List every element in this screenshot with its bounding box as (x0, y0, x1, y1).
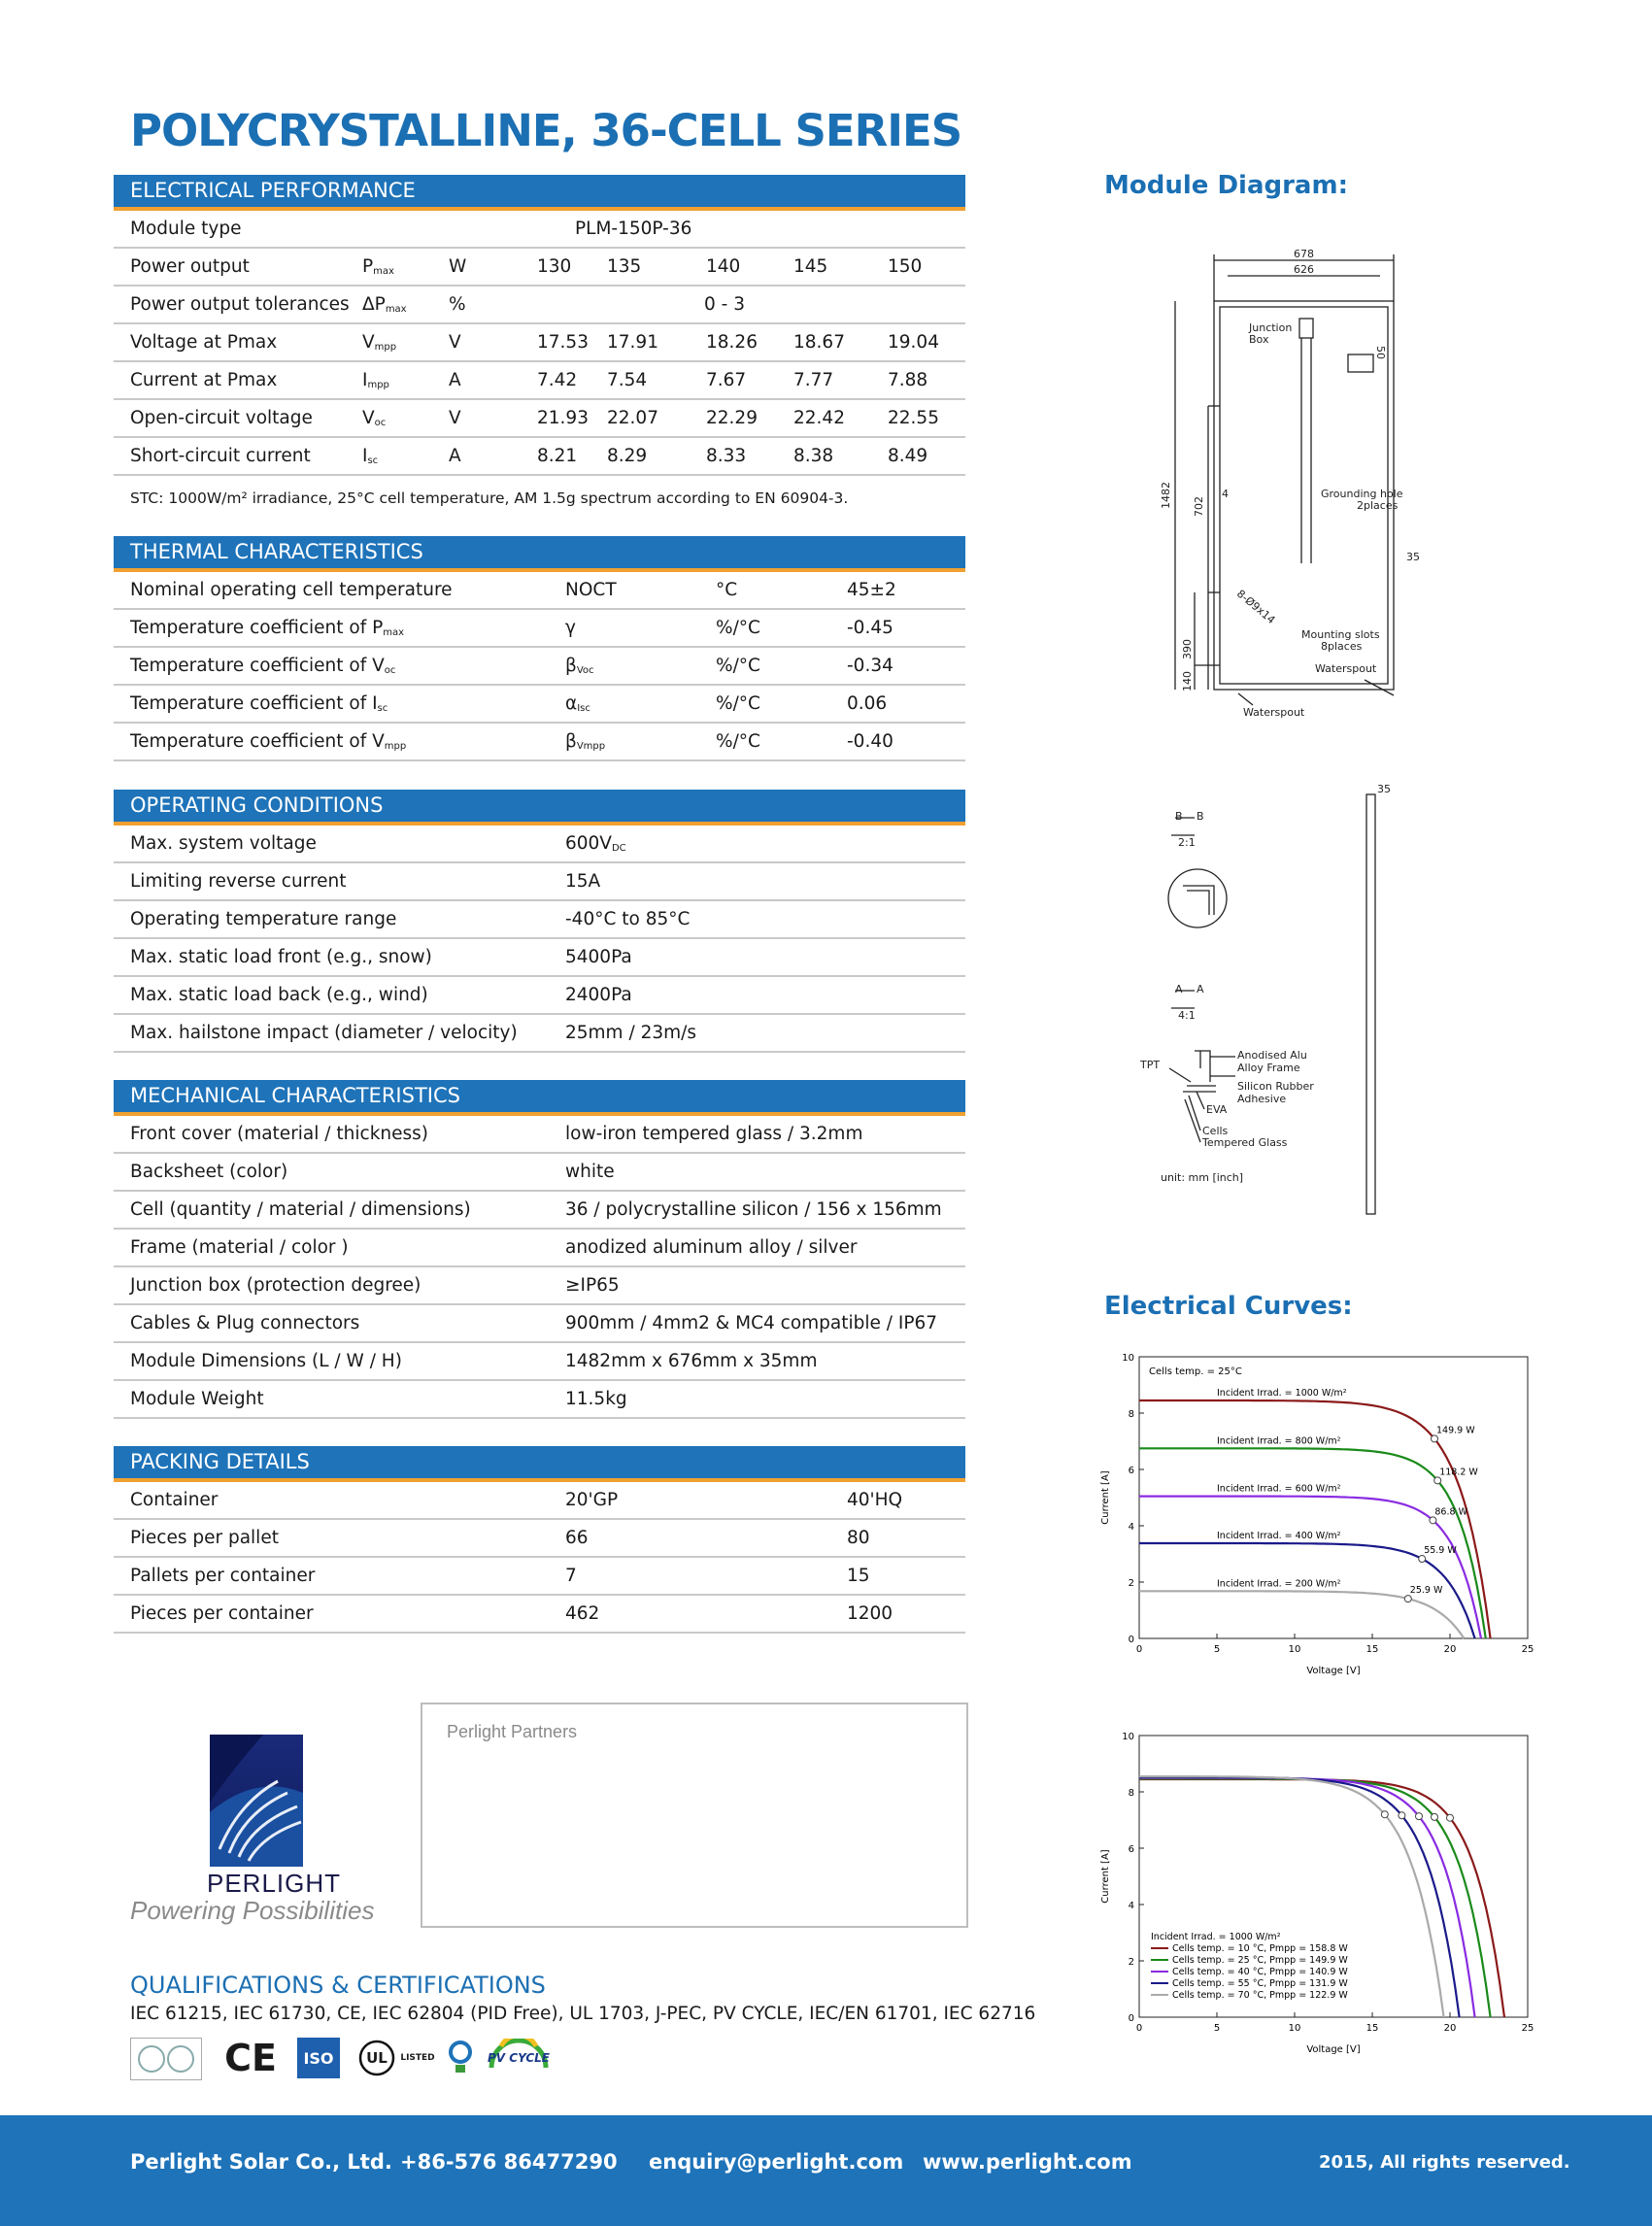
footer-rights: 2015, All rights reserved. (1319, 2152, 1570, 2173)
row-value: -40°C to 85°C (565, 909, 691, 929)
table-row (114, 287, 965, 324)
row-value: 5400Pa (565, 947, 632, 967)
table-row (114, 572, 965, 610)
section-b-scale: 2:1 (1178, 836, 1196, 849)
section-heading: THERMAL CHARACTERISTICS (114, 536, 965, 572)
row-value: 19.04 (888, 332, 939, 353)
ce-mark-icon: CE (224, 2037, 277, 2079)
table-row (114, 1343, 965, 1381)
thermal-section (114, 536, 965, 761)
table-row (114, 939, 965, 977)
row-unit: %/°C (716, 618, 760, 638)
table-row (114, 324, 965, 362)
legend-entry: Cells temp. = 40 °C, Pmpp = 140.9 W (1172, 1967, 1348, 1977)
row-symbol: $P_{max}$ (362, 256, 394, 277)
row-value: -0.45 (847, 618, 893, 638)
dim-390: 390 (1181, 639, 1194, 659)
row-unit: %/°C (716, 693, 760, 714)
svg-text:Alloy Frame: Alloy Frame (1237, 1062, 1300, 1074)
frame-label: Anodised Alu (1237, 1049, 1307, 1062)
certification-seal-icon (130, 2038, 202, 2080)
page-title: POLYCRYSTALLINE, 36-CELL SERIES (130, 105, 962, 156)
module-section-diagram (1127, 777, 1418, 1224)
footer-email[interactable]: enquiry@perlight.com (649, 2150, 904, 2174)
mpp-marker (1399, 1812, 1405, 1819)
row-value: 22.07 (607, 408, 658, 428)
row-value: 18.26 (706, 332, 758, 353)
row-label: Max. system voltage (130, 833, 317, 854)
row-symbol: $\beta_{Vmpp}$ (565, 731, 606, 752)
table-row (114, 1154, 965, 1192)
row-unit: V (449, 408, 461, 428)
x-tick-label: 20 (1443, 1644, 1457, 1655)
row-value: 22.29 (706, 408, 758, 428)
row-value: -0.34 (847, 656, 893, 676)
row-label: Pieces per container (130, 1603, 314, 1624)
row-value: 8.21 (537, 446, 578, 466)
table-row (114, 610, 965, 648)
series-label: Incident Irrad. = 1000 W/m² (1217, 1387, 1347, 1399)
ul-logo-icon: UL (357, 2038, 396, 2078)
side-dim-35: 35 (1377, 783, 1391, 795)
series-label: Incident Irrad. = 400 W/m² (1217, 1530, 1341, 1541)
table-row (114, 977, 965, 1015)
row-value: 36 / polycrystalline silicon / 156 x 156mm (565, 1199, 942, 1220)
row-value: 2400Pa (565, 985, 632, 1005)
mpp-marker (1447, 1814, 1454, 1821)
row-label: Temperature coefficient of $V_{oc}$ (130, 656, 396, 676)
mpp-marker (1416, 1813, 1423, 1820)
cells-label: Cells (1202, 1125, 1229, 1137)
row-value: 17.91 (607, 332, 658, 353)
qualifications-text: IEC 61215, IEC 61730, CE, IEC 62804 (PID Free), UL 1703, J-PEC, PV CYCLE, IEC/EN 61701, IEC 62716 (130, 2004, 1036, 2024)
footer-website[interactable]: www.perlight.com (923, 2150, 1132, 2174)
row-value: 1482mm x 676mm x 35mm (565, 1351, 818, 1371)
legend-entry: Cells temp. = 10 °C, Pmpp = 158.8 W (1172, 1943, 1348, 1954)
y-tick-label: 10 (1122, 1353, 1134, 1364)
row-value: anodized aluminum alloy / silver (565, 1237, 858, 1258)
ul-listed-label: LISTED (400, 2053, 435, 2063)
row-value: 8.29 (607, 446, 648, 466)
row-value: 80 (847, 1528, 870, 1548)
row-value: 18.67 (793, 332, 845, 353)
dim-1482: 1482 (1160, 482, 1172, 509)
row-value: 462 (565, 1603, 600, 1624)
row-value: 66 (565, 1528, 589, 1548)
row-unit: % (449, 294, 466, 315)
grounding-label: Grounding hole (1321, 488, 1403, 500)
y-tick-label: 0 (1128, 1635, 1134, 1645)
row-value: 7.54 (607, 370, 648, 390)
x-tick-label: 25 (1521, 2023, 1534, 2034)
iso-logo-icon: ISO (297, 2038, 340, 2078)
row-value: -0.40 (847, 731, 893, 752)
svg-text:A: A (1197, 983, 1204, 995)
svg-text:Adhesive: Adhesive (1237, 1093, 1287, 1105)
y-tick-label: 10 (1122, 1732, 1134, 1742)
row-label: Temperature coefficient of $I_{sc}$ (130, 693, 388, 714)
row-label: Pallets per container (130, 1566, 316, 1586)
row-value: low-iron tempered glass / 3.2mm (565, 1124, 863, 1144)
row-symbol: NOCT (565, 580, 617, 600)
chart-note: Incident Irrad. = 1000 W/m² (1151, 1932, 1281, 1942)
row-value: 0.06 (847, 693, 888, 714)
table-row (114, 901, 965, 939)
dim-50: 50 (1374, 346, 1387, 359)
unit-label: unit: mm [inch] (1161, 1171, 1244, 1184)
row-symbol: $V_{mpp}$ (362, 332, 397, 353)
row-symbol: $\Delta P_{max}$ (362, 294, 407, 315)
x-tick-label: 5 (1213, 1644, 1221, 1655)
footer-company: Perlight Solar Co., Ltd. (130, 2150, 392, 2174)
section-heading: MECHANICAL CHARACTERISTICS (114, 1080, 965, 1116)
legend-entry: Cells temp. = 55 °C, Pmpp = 131.9 W (1172, 1978, 1348, 1989)
x-tick-label: 10 (1288, 2023, 1301, 2034)
row-value: 135 (607, 256, 642, 277)
x-tick-label: 20 (1443, 2023, 1457, 2034)
row-value: 900mm / 4mm2 & MC4 compatible / IP67 (565, 1313, 938, 1333)
table-row (114, 1305, 965, 1343)
row-label: Backsheet (color) (130, 1162, 288, 1182)
row-symbol: $\alpha_{Isc}$ (565, 693, 590, 714)
table-row (114, 362, 965, 400)
y-tick-label: 2 (1128, 1957, 1134, 1968)
y-tick-label: 6 (1128, 1466, 1134, 1476)
table-row (114, 438, 965, 476)
row-label: Front cover (material / thickness) (130, 1124, 429, 1144)
x-tick-label: 15 (1365, 1644, 1379, 1655)
svg-text:B: B (1197, 810, 1204, 823)
row-label: Short-circuit current (130, 446, 311, 466)
row-unit: %/°C (716, 731, 760, 752)
legend-entry: Cells temp. = 70 °C, Pmpp = 122.9 W (1172, 1990, 1348, 2001)
mpp-marker (1419, 1556, 1426, 1563)
row-label: Frame (material / color ) (130, 1237, 349, 1258)
waterspout-bottom-label: Waterspout (1243, 706, 1305, 719)
section-heading: PACKING DETAILS (114, 1446, 965, 1482)
series-label: Incident Irrad. = 800 W/m² (1217, 1435, 1341, 1447)
module-type-value: PLM-150P-36 (575, 219, 692, 239)
table-row (114, 1192, 965, 1230)
row-symbol: γ (565, 618, 576, 638)
waterspout-label: Waterspout (1315, 662, 1377, 675)
table-row (114, 1558, 965, 1596)
row-value: white (565, 1162, 615, 1182)
dim-35: 35 (1406, 551, 1420, 563)
series-line (1139, 1591, 1464, 1638)
table-row (114, 826, 965, 863)
row-label: Current at Pmax (130, 370, 278, 390)
svg-text:2places: 2places (1357, 499, 1399, 512)
row-label: Open-circuit voltage (130, 408, 313, 428)
row-value: 7.77 (793, 370, 834, 390)
y-tick-label: 4 (1128, 1901, 1134, 1911)
row-label: Container (130, 1490, 219, 1510)
row-value: 7 (565, 1566, 577, 1586)
row-symbol: $V_{oc}$ (362, 408, 387, 428)
row-value: 15A (565, 871, 601, 892)
row-label: Operating temperature range (130, 909, 397, 929)
row-label: Pieces per pallet (130, 1528, 279, 1548)
y-tick-label: 6 (1128, 1844, 1134, 1855)
row-symbol: $I_{mpp}$ (362, 370, 389, 390)
mpp-label: 118.2 W (1439, 1467, 1478, 1478)
mpp-marker (1381, 1811, 1388, 1818)
row-value: 45±2 (847, 580, 896, 600)
footer-bar (0, 2115, 1652, 2226)
mpp-marker (1434, 1477, 1441, 1484)
rubber-label: Silicon Rubber (1237, 1080, 1314, 1093)
series-label: Incident Irrad. = 600 W/m² (1217, 1483, 1341, 1495)
series-line (1139, 1497, 1481, 1638)
svg-text:Box: Box (1249, 333, 1269, 346)
table-row (114, 1015, 965, 1053)
row-value: 20'GP (565, 1490, 619, 1510)
series-label: Incident Irrad. = 200 W/m² (1217, 1578, 1341, 1590)
electrical-curves-title: Electrical Curves: (1104, 1292, 1353, 1321)
table-row (114, 1116, 965, 1154)
row-label: Power output tolerances (130, 294, 350, 315)
row-value: 17.53 (537, 332, 589, 353)
row-value: 22.42 (793, 408, 845, 428)
y-tick-label: 0 (1128, 2013, 1134, 2024)
mpp-label: 55.9 W (1424, 1545, 1457, 1557)
iv-curve-temperature-chart (1093, 1724, 1549, 2059)
section-a-scale: 4:1 (1178, 1009, 1196, 1022)
row-unit: °C (716, 580, 738, 600)
legend-entry: Cells temp. = 25 °C, Pmpp = 149.9 W (1172, 1955, 1348, 1966)
dim-626: 626 (1294, 263, 1314, 276)
x-tick-label: 10 (1288, 1644, 1301, 1655)
row-unit: %/°C (716, 656, 760, 676)
glass-label: Tempered Glass (1202, 1136, 1288, 1149)
row-value: ≥IP65 (565, 1275, 620, 1296)
table-row (114, 724, 965, 761)
perlight-emblem-icon (210, 1735, 303, 1867)
row-value: 7.67 (706, 370, 747, 390)
pv-cycle-logo-icon: PV CYCLE (482, 2038, 556, 2078)
electrical-performance-section (114, 175, 965, 507)
slot-label: 8-Ø9x14 (1234, 587, 1278, 627)
mpp-label: 86.8 W (1434, 1506, 1467, 1518)
stc-note: STC: 1000W/m² irradiance, 25°C cell temperature, AM 1.5g spectrum according to EN 60904-3. (130, 489, 849, 507)
y-tick-label: 8 (1128, 1788, 1134, 1799)
row-value: $600V_{DC}$ (565, 833, 626, 854)
row-value: 150 (888, 256, 923, 277)
table-row (114, 648, 965, 686)
svg-text:8places: 8places (1321, 640, 1363, 653)
row-value: 7.88 (888, 370, 928, 390)
table-row (114, 1596, 965, 1634)
jpec-logo-icon (447, 2038, 474, 2078)
row-label: Temperature coefficient of $P_{max}$ (130, 618, 405, 638)
x-axis-label: Voltage [V] (1306, 2044, 1361, 2055)
row-label: Voltage at Pmax (130, 332, 278, 353)
eva-label: EVA (1206, 1103, 1228, 1116)
logo-tagline: Powering Possibilities (130, 1896, 375, 1925)
row-symbol: $\beta_{Voc}$ (565, 656, 594, 676)
section-heading: OPERATING CONDITIONS (114, 790, 965, 826)
mpp-label: 25.9 W (1409, 1585, 1443, 1597)
row-label: Module type (130, 219, 242, 239)
dim-702: 702 (1193, 496, 1205, 517)
x-tick-label: 0 (1135, 1644, 1143, 1655)
row-label: Cables & Plug connectors (130, 1313, 360, 1333)
x-tick-label: 5 (1213, 2023, 1221, 2034)
mechanical-section (114, 1080, 965, 1419)
table-row (114, 1230, 965, 1267)
y-tick-label: 2 (1128, 1578, 1134, 1589)
row-value: 7.42 (537, 370, 578, 390)
row-label: Max. static load back (e.g., wind) (130, 985, 428, 1005)
mpp-marker (1430, 1517, 1436, 1524)
row-value: 15 (847, 1566, 870, 1586)
table-row (114, 1267, 965, 1305)
row-value: 0 - 3 (704, 294, 745, 315)
logo-name: PERLIGHT (207, 1869, 342, 1898)
row-value: 140 (706, 256, 741, 277)
partners-label: Perlight Partners (447, 1722, 578, 1741)
dim-140: 140 (1181, 671, 1194, 691)
row-value: 1200 (847, 1603, 893, 1624)
y-axis-label: Current [A] (1100, 1849, 1111, 1904)
row-value: 25mm / 23m/s (565, 1023, 697, 1043)
row-label: Junction box (protection degree) (130, 1275, 421, 1296)
dim-678: 678 (1294, 248, 1314, 260)
qualifications-heading: QUALIFICATIONS & CERTIFICATIONS (130, 1972, 546, 1999)
iv-curve-irradiance-chart (1093, 1345, 1549, 1680)
dim-4: 4 (1222, 488, 1229, 500)
row-label: Module Dimensions (L / W / H) (130, 1351, 402, 1371)
table-row (114, 686, 965, 724)
partners-box (421, 1703, 968, 1928)
row-value: 40'HQ (847, 1490, 903, 1510)
row-label: Nominal operating cell temperature (130, 580, 453, 600)
table-row (114, 211, 965, 249)
row-label: Temperature coefficient of $V_{mpp}$ (130, 731, 407, 752)
mpp-label: 149.9 W (1436, 1425, 1475, 1436)
row-value: 21.93 (537, 408, 589, 428)
row-label: Cell (quantity / material / dimensions) (130, 1199, 471, 1220)
junction-box-label: Junction (1249, 321, 1293, 334)
row-label: Limiting reverse current (130, 871, 347, 892)
y-tick-label: 4 (1128, 1522, 1134, 1533)
section-a-label: A (1175, 983, 1183, 995)
row-value: 8.33 (706, 446, 747, 466)
row-value: 130 (537, 256, 572, 277)
row-label: Max. hailstone impact (diameter / velocity) (130, 1023, 518, 1043)
x-tick-label: 25 (1521, 1644, 1534, 1655)
table-row (114, 1381, 965, 1419)
mpp-marker (1432, 1813, 1438, 1820)
row-label: Max. static load front (e.g., snow) (130, 947, 432, 967)
row-value: 22.55 (888, 408, 939, 428)
row-label: Power output (130, 256, 250, 277)
section-b-label: B (1175, 810, 1183, 823)
row-label: Module Weight (130, 1389, 264, 1409)
y-axis-label: Current [A] (1100, 1470, 1111, 1525)
mpp-marker (1404, 1596, 1411, 1602)
section-heading: ELECTRICAL PERFORMANCE (114, 175, 965, 211)
module-front-diagram (1156, 243, 1437, 728)
x-tick-label: 15 (1365, 2023, 1379, 2034)
table-row (114, 249, 965, 287)
packing-section (114, 1446, 965, 1634)
module-diagram-title: Module Diagram: (1104, 171, 1348, 200)
x-tick-label: 0 (1135, 2023, 1143, 2034)
mpp-marker (1432, 1435, 1438, 1442)
row-unit: A (449, 370, 461, 390)
table-row (114, 1482, 965, 1520)
y-tick-label: 8 (1128, 1409, 1134, 1420)
table-row (114, 863, 965, 901)
row-value: 11.5kg (565, 1389, 627, 1409)
table-row (114, 400, 965, 438)
footer-phone: +86-576 86477290 (400, 2150, 618, 2174)
table-row (114, 1520, 965, 1558)
row-value: 8.49 (888, 446, 928, 466)
mounting-slots-label: Mounting slots (1301, 628, 1380, 641)
row-unit: A (449, 446, 461, 466)
row-symbol: $I_{sc}$ (362, 446, 379, 466)
x-axis-label: Voltage [V] (1306, 1666, 1361, 1676)
operating-section (114, 790, 965, 1053)
row-value: 145 (793, 256, 828, 277)
tpt-label: TPT (1140, 1059, 1161, 1071)
chart-note: Cells temp. = 25°C (1149, 1366, 1242, 1377)
row-value: 8.38 (793, 446, 834, 466)
row-unit: W (449, 256, 467, 277)
row-unit: V (449, 332, 461, 353)
